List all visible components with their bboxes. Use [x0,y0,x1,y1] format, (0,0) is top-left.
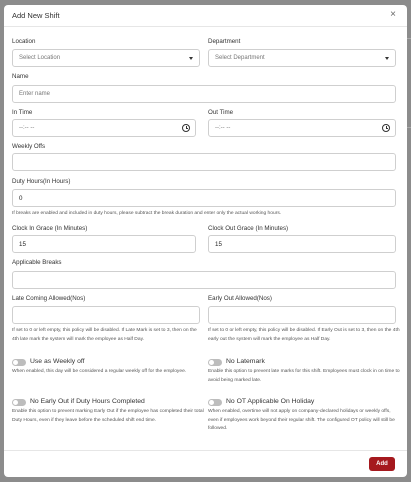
modal-header [4,5,407,27]
name-input[interactable] [12,85,396,103]
department-label: Department [208,38,241,45]
name-label: Name [12,73,29,80]
modal-title: Add New Shift [12,11,60,20]
out-time-label: Out Time [208,109,234,116]
add-button[interactable]: Add [369,457,395,471]
location-placeholder: Select Location [19,55,61,61]
in-time-label: In Time [12,109,33,116]
name-placeholder: Enter name [19,91,51,97]
department-select[interactable] [208,49,396,67]
late-coming-input[interactable] [12,306,200,324]
toggle-no-latemark[interactable] [208,358,398,368]
location-label: Location [12,38,36,45]
department-placeholder: Select Department [215,55,265,61]
clock-in-grace-input[interactable] [12,235,196,253]
applicable-breaks-label: Applicable Breaks [12,259,62,266]
out-time-placeholder: --:-- -- [215,125,231,131]
location-select[interactable] [12,49,200,67]
chevron-down-icon [385,57,389,60]
toggle-no-early-out[interactable] [12,398,202,408]
clock-out-grace-value: 15 [215,241,222,248]
close-icon[interactable]: × [390,9,396,20]
duty-hours-label: Duty Hours(In Hours) [12,178,71,185]
weekly-offs-input[interactable] [12,153,396,171]
toggle-no-ot-holiday[interactable] [208,398,398,408]
no-ot-holiday-label: No OT Applicable On Holiday [226,398,315,405]
modal-body [4,27,407,477]
weekly-off-label: Use as Weekly off [30,358,85,365]
duty-hours-help: If breaks are enabled and included in duty hours, please subtract the break duration and enter only the actual working hours. [12,211,282,216]
no-latemark-switch[interactable] [208,359,222,366]
late-coming-label: Late Coming Allowed(Nos) [12,295,86,302]
no-early-out-help: Enable this option to prevent marking Early Out if the employee has completed their total Duty Hours, even if they leave before the scheduled shift end time. [12,409,204,423]
no-early-out-switch[interactable] [12,399,26,406]
early-out-input[interactable] [208,306,396,324]
no-latemark-label: No Latemark [226,358,265,365]
weekly-off-switch[interactable] [12,359,26,366]
weekly-offs-label: Weekly Offs [12,143,46,150]
late-coming-help: If set to 0 or left empty, this policy will be disabled. If Late Mark is set to 3, then on the 4th late mark the system will mark the employee as Half Day. [12,328,197,342]
clock-in-grace-value: 15 [19,241,26,248]
toggle-weekly-off[interactable] [12,358,202,368]
clock-icon[interactable] [182,124,190,132]
no-ot-holiday-switch[interactable] [208,399,222,406]
no-ot-holiday-help: When enabled, overtime will not apply on company-declared holidays or weekly offs, even if employees work beyond their regular shift. The configured OT policy will still be followed. [208,409,395,431]
clock-out-grace-label: Clock Out Grace (In Minutes) [208,225,289,232]
add-shift-modal [4,5,407,477]
chevron-down-icon [189,57,193,60]
early-out-help: If set to 0 or left empty, this policy will be disabled. If Early Out is set to 3, then on the 4th early out the system will mark the employee as Half Day. [208,328,400,342]
duty-hours-value: 0 [19,195,23,202]
no-early-out-label: No Early Out if Duty Hours Completed [30,398,145,405]
in-time-input[interactable] [12,119,196,137]
clock-icon[interactable] [382,124,390,132]
in-time-placeholder: --:-- -- [19,125,35,131]
duty-hours-input[interactable] [12,189,396,207]
clock-out-grace-input[interactable] [208,235,396,253]
modal-footer [4,450,407,477]
early-out-label: Early Out Allowed(Nos) [208,295,272,302]
no-latemark-help: Enable this option to prevent late marks for this shift. Employees must clock in on time to avoid being marked late. [208,369,400,383]
applicable-breaks-input[interactable] [12,271,396,289]
weekly-off-help: When enabled, this day will be considered a regular weekly off for the employee. [12,369,187,374]
clock-in-grace-label: Clock In Grace (In Minutes) [12,225,88,232]
out-time-input[interactable] [208,119,396,137]
